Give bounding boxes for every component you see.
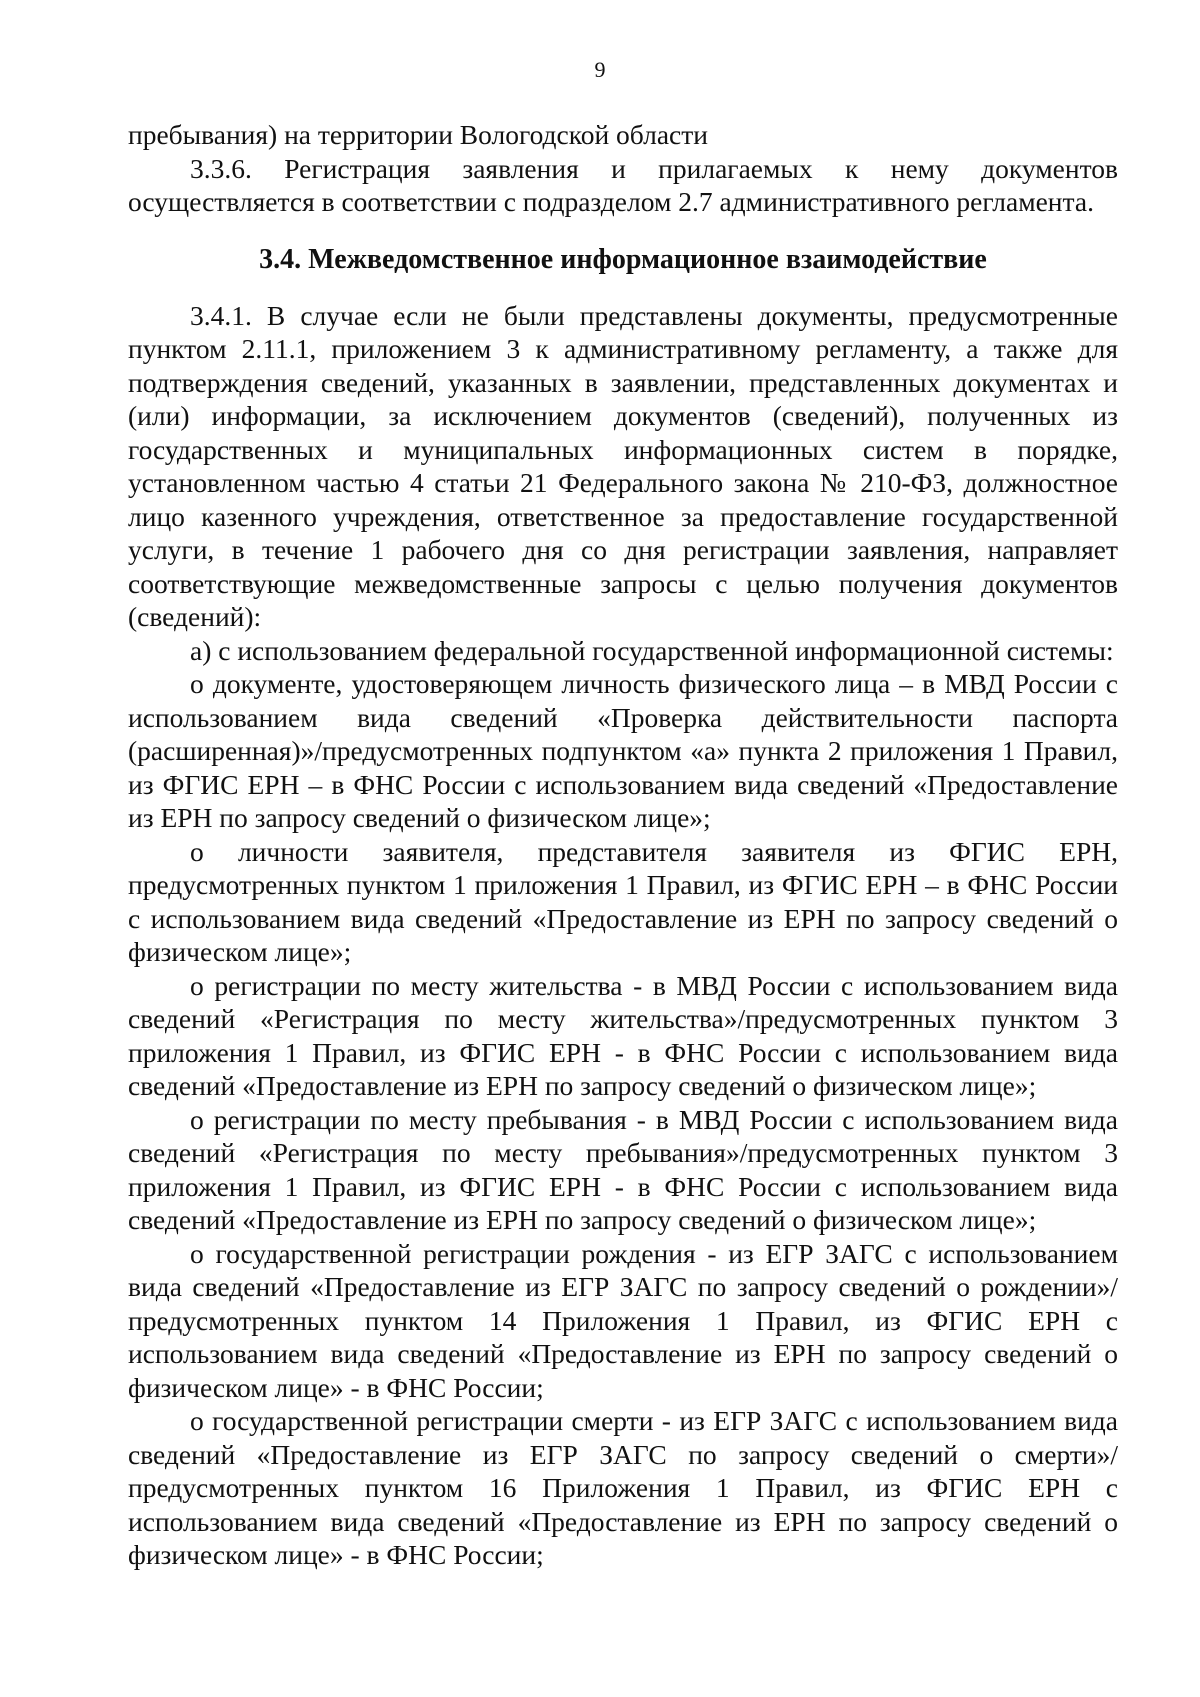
paragraph-continuation: пребывания) на территории Вологодской области xyxy=(128,119,708,150)
paragraph-birth-registration: о государственной регистрации рождения - из ЕГР ЗАГС с использованием вида сведений «Предоставление из ЕГР ЗАГС по запросу сведений о рождении»/предусмотренных пунктом 14 Приложения 1 Правил, из ФГИС ЕРН с использованием вида сведений «Предоставление из ЕРН по запросу сведений о физическом лице» - в ФНС России; xyxy=(128,1237,1118,1403)
paragraph-death-registration: о государственной регистрации смерти - из ЕГР ЗАГС с использованием вида сведений «Предоставление из ЕГР ЗАГС по запросу сведений о смерти»/ предусмотренных пунктом 16 Приложения 1 Правил, из ФГИС ЕРН с использованием вида сведений «Предоставление из ЕРН по запросу сведений о физическом лице» - в ФНС России; xyxy=(128,1405,1118,1570)
paragraph-residence-registration: о регистрации по месту жительства - в МВД России с использованием вида сведений «Регистрация по месту жительства»/предусмотренных пунктом 3 приложения 1 Правил, из ФГИС ЕРН - в ФНС России с использованием вида сведений «Предоставление из ЕРН по запросу сведений о физическом лице»; xyxy=(128,969,1118,1101)
paragraph-identity-document: о документе, удостоверяющем личность физического лица – в МВД России с использованием вида сведений «Проверка действительности паспорта (расширенная)»/предусмотренных подпунктом «а» пункта 2 приложения 1 Правил, из ФГИС ЕРН – в ФНС России с использованием вида сведений «Предоставление из ЕРН по запросу сведений о физическом лице»; xyxy=(128,668,1118,833)
paragraph-subitem-a: а) с использованием федеральной государственной информационной системы: xyxy=(190,634,1114,666)
paragraph-3-3-6: 3.3.6. Регистрация заявления и прилагаемых к нему документов осуществляется в соответствии с подразделом 2.7 административного регламента. xyxy=(128,152,1118,217)
section-heading: 3.4. Межведомственное информационное взаимодействие xyxy=(259,243,987,275)
paragraph-stay-registration: о регистрации по месту пребывания - в МВД России с использованием вида сведений «Регистрация по месту пребывания»/предусмотренных пунктом 3 приложения 1 Правил, из ФГИС ЕРН - в ФНС России с использованием вида сведений «Предоставление из ЕРН по запросу сведений о физическом лице»; xyxy=(128,1103,1118,1235)
document-body xyxy=(128,118,1118,1572)
page-number: 9 xyxy=(594,57,606,82)
paragraph-applicant-identity: о личности заявителя, представителя заявителя из ФГИС ЕРН, предусмотренных пунктом 1 приложения 1 Правил, из ФГИС ЕРН – в ФНС России с использованием вида сведений «Предоставление из ЕРН по запросу сведений о физическом лице»; xyxy=(128,835,1118,967)
paragraph-3-4-1: 3.4.1. В случае если не были представлены документы, предусмотренные пунктом 2.11.1, приложением 3 к административному регламенту, а также для подтверждения сведений, указанных в заявлении, представленных документах и (или) информации, за исключением документов (сведений), полученных из государственных и муниципальных информационных систем в порядке, установленном частью 4 статьи 21 Федерального закона № 210-ФЗ, должностное лицо казенного учреждения, ответственное за предоставление государственной услуги, в течение 1 рабочего дня со дня регистрации заявления, направляет соответствующие межведомственные запросы с целью получения документов (сведений): xyxy=(128,299,1118,632)
